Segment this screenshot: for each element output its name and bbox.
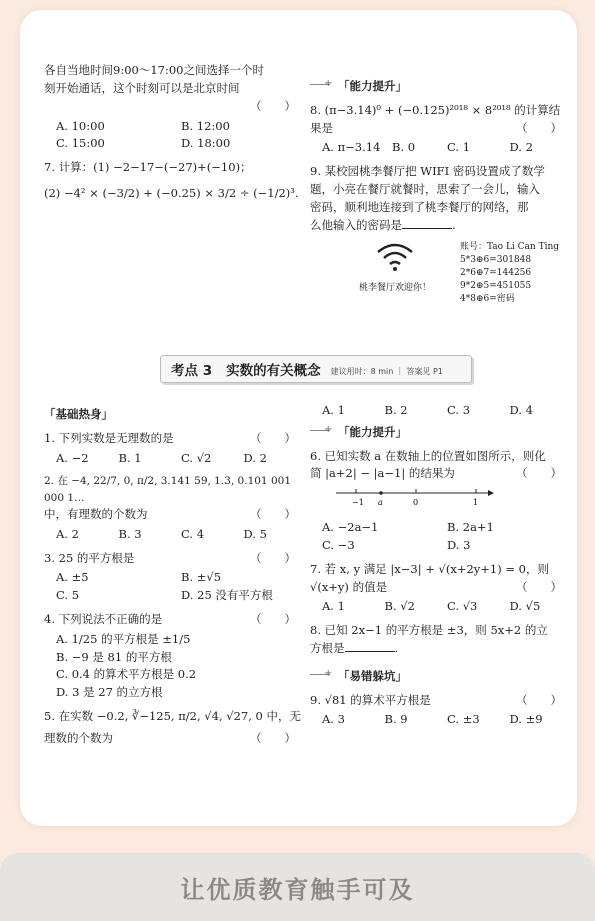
q4-text: 4. 下列说法不正确的是 （ ） — [44, 611, 306, 629]
q2-line2: 中，有理数的个数为 （ ） — [44, 506, 306, 524]
wifi-left — [340, 241, 450, 297]
top-left-column — [44, 62, 306, 209]
tick-label: 1 — [473, 498, 479, 508]
option: D. 18:00 — [181, 136, 231, 151]
answer-blank — [345, 642, 395, 652]
wifi-info — [460, 241, 559, 306]
option: A. π−3.14 — [322, 140, 381, 155]
option: C. 5 — [56, 588, 80, 603]
q9-text: 9. √81 的算术平方根是 （ ） — [310, 692, 572, 710]
question-8-top — [310, 102, 572, 157]
q7-line2: (2) −4² × (−3/2) + (−0.25) × 3/2 ÷ (−1/2)³. — [44, 186, 299, 201]
option: C. 3 — [447, 403, 471, 417]
q6-paren-line — [44, 98, 306, 116]
option: B. 0 — [392, 140, 416, 155]
banner-meta: 建议用时：8 min ｜ 答案见 P1 — [330, 367, 443, 376]
option: A. −2a−1 — [322, 520, 379, 535]
option: C. ±3 — [447, 712, 480, 727]
q9-options — [322, 711, 572, 729]
answer-paren: （ ） — [516, 120, 562, 135]
question-7 — [310, 561, 572, 616]
q7-line1: 7. 计算：(1) −2−17−(−27)+(−10)； — [44, 160, 252, 175]
option: B. 2 — [384, 403, 408, 417]
option: A. ±5 — [56, 570, 89, 585]
q6-options — [56, 118, 306, 154]
question-6-top — [44, 62, 306, 153]
answer-paren: （ ） — [250, 430, 296, 445]
question-9-top — [310, 163, 572, 305]
option: D. 3 — [447, 537, 471, 552]
q6-text-line2: 刻开始通话，这个时刻可以是北京时间 — [44, 80, 240, 95]
q6-text-line1: 各自当地时间9:00～17:00之间选择一个时 — [44, 63, 264, 77]
option: B. 9 — [384, 712, 408, 727]
option: B. −9 是 81 的平方根 — [56, 649, 172, 664]
q5-line2: 理数的个数为 （ ） — [44, 730, 306, 748]
answer-paren: （ ） — [516, 579, 562, 594]
section-label-ability: + 「能力提升」 — [310, 78, 572, 96]
question-1 — [44, 430, 306, 468]
option: A. 1 — [322, 403, 345, 417]
option: A. −2 — [56, 450, 89, 465]
question-5 — [44, 708, 306, 748]
top-right-column — [310, 74, 572, 312]
q8-options — [322, 139, 572, 157]
option: D. 4 — [509, 403, 533, 417]
q6-line2: 简 |a+2| − |a−1| 的结果为 （ ） — [310, 465, 572, 483]
banner-subtitle: 实数的有关概念 — [226, 363, 321, 379]
q6-options — [322, 519, 572, 555]
q6-line1: 6. 已知实数 a 在数轴上的位置如图所示，则化 — [310, 448, 546, 463]
footer-bar — [0, 853, 595, 921]
option: D. 2 — [243, 450, 267, 465]
option: C. √2 — [181, 450, 212, 465]
wifi-info-line: 5*3⊕6=301848 — [460, 254, 532, 265]
wifi-icon — [375, 241, 415, 273]
answer-paren: （ ） — [250, 506, 296, 521]
number-line — [336, 487, 496, 509]
question-9 — [310, 692, 572, 730]
q3-options — [56, 569, 306, 605]
q1-options — [56, 450, 306, 468]
topic-banner — [160, 355, 472, 383]
worksheet-page — [20, 10, 577, 826]
question-7-top — [44, 159, 306, 203]
option: C. 15:00 — [56, 136, 105, 151]
section-label-ability-2: + 「能力提升」 — [310, 424, 572, 442]
q9-line4: 么他输入的密码是 . — [310, 217, 456, 232]
answer-paren: （ ） — [516, 692, 562, 707]
option: D. √5 — [509, 599, 541, 614]
option: B. ±√5 — [181, 570, 222, 585]
answer-paren: （ ） — [250, 730, 296, 745]
wifi-info-line: 9*2⊕5=451055 — [460, 280, 532, 291]
bottom-right-column — [310, 402, 572, 735]
q5-options — [322, 402, 572, 420]
q3-text: 3. 25 的平方根是 （ ） — [44, 550, 306, 568]
section-label-mistakes: + 「易错躲坑」 — [310, 668, 572, 686]
q7-line1: 7. 若 x, y 满足 |x−3| + √(x+2y+1) = 0，则 — [310, 561, 549, 576]
q9-line1: 9. 某校园桃李餐厅把 WIFI 密码设置成了数学 — [310, 164, 545, 179]
option: A. 10:00 — [56, 118, 105, 133]
banner-title: 考点 3 — [171, 363, 213, 379]
option: B. 3 — [118, 526, 142, 541]
option: C. √3 — [447, 599, 478, 614]
answer-paren: （ ） — [250, 550, 296, 565]
question-8 — [310, 622, 572, 658]
q7-line2: √(x+y) 的值是 （ ） — [310, 579, 572, 597]
q9-line3: 密码，顺利地连接到了桃李餐厅的网络，那 — [310, 199, 529, 214]
option: B. 12:00 — [181, 118, 230, 133]
q7-options — [322, 598, 572, 616]
q8-line1: 8. (π−3.14)⁰ + (−0.125)²⁰¹⁸ × 8²⁰¹⁸ 的计算结 — [310, 102, 561, 117]
wifi-info-line: 4*8⊕6=密码 — [460, 293, 515, 304]
option: C. 1 — [447, 140, 471, 155]
option: D. 2 — [509, 140, 533, 155]
wifi-info-line: 账号：Tao Li Can Ting — [460, 241, 560, 252]
q1-text: 1. 下列实数是无理数的是 （ ） — [44, 430, 306, 448]
tick-label: −1 — [352, 498, 364, 508]
question-2 — [44, 473, 306, 543]
footer-slogan: 让优质教育触手可及 — [180, 875, 415, 904]
option: D. 25 没有平方根 — [181, 588, 273, 603]
q2-options — [56, 526, 306, 544]
option: B. √2 — [384, 599, 415, 614]
tick-label: a — [378, 498, 383, 508]
q4-options — [56, 631, 306, 702]
option: B. 1 — [118, 450, 142, 465]
answer-blank — [402, 219, 452, 229]
option: D. ±9 — [509, 712, 543, 727]
option: A. 2 — [56, 526, 79, 541]
q9-line2: 题，小亮在餐厅就餐时，思索了一会儿，输入 — [310, 182, 540, 197]
answer-paren: （ ） — [250, 612, 296, 627]
option: B. 2a+1 — [447, 520, 494, 535]
wifi-card — [340, 241, 572, 306]
question-6 — [310, 448, 572, 555]
tick-label: 0 — [413, 498, 419, 508]
q8-line1: 8. 已知 2x−1 的平方根是 ±3，则 5x+2 的立 — [310, 623, 548, 638]
q8-line2: 方根是 . — [310, 640, 399, 655]
option: D. 5 — [243, 526, 267, 541]
option: C. 0.4 的算术平方根是 0.2 — [56, 667, 197, 682]
option: A. 1/25 的平方根是 ±1/5 — [56, 631, 191, 646]
bottom-left-column — [44, 402, 306, 754]
answer-paren: （ ） — [516, 466, 562, 481]
q5-line1: 5. 在实数 −0.2, ∛−125, π/2, √4, √27, 0 中，无 — [44, 709, 302, 724]
section-label-warmup: 「基础热身」 — [44, 407, 113, 421]
answer-paren: （ ） — [250, 98, 296, 113]
option: D. 3 是 27 的立方根 — [56, 685, 163, 700]
option: A. 1 — [322, 599, 345, 614]
wifi-caption: 桃李餐厅欢迎你！ — [358, 283, 431, 294]
wifi-info-line: 2*6⊕7=144256 — [460, 267, 532, 278]
q8-line2: 果是 （ ） — [310, 120, 572, 138]
option: A. 3 — [322, 712, 345, 727]
question-3 — [44, 550, 306, 605]
q2-line1: 2. 在 −4, 22/7, 0, π/2, 3.141 59, 1.3̇, 0.101 001 000 1… — [44, 475, 291, 504]
option: C. −3 — [322, 537, 355, 552]
question-4 — [44, 611, 306, 702]
option: C. 4 — [181, 526, 205, 541]
